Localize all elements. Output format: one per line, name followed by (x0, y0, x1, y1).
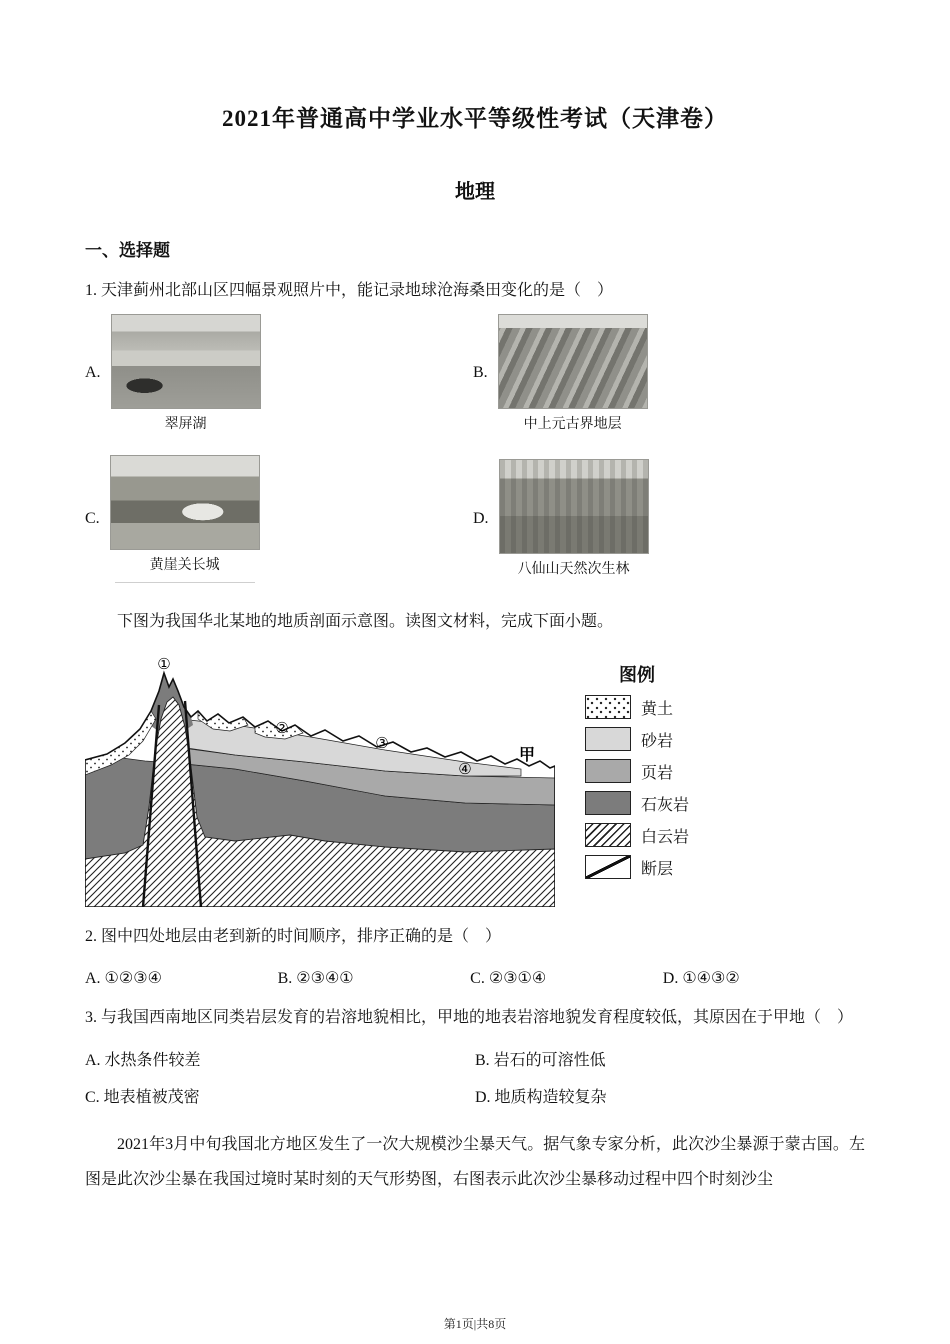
option-b-figure (498, 314, 648, 433)
exam-subject: 地理 (455, 181, 495, 203)
option-a-cell (85, 314, 473, 433)
shale-swatch (585, 759, 631, 783)
caption-divider (115, 582, 255, 583)
stratum-mark-1: ① (157, 657, 171, 674)
option-d-cell (473, 455, 861, 583)
strata-layers (85, 657, 555, 907)
material-intro-sandstorm: 2021年3月中旬我国北方地区发生了一次大规模沙尘暴天气。据气象专家分析，此次沙尘暴源于蒙古国。左图是此次沙尘暴在我国过境时某时刻的天气形势图，右图表示此次沙尘暴移动过程中四个时刻沙尘 (85, 1135, 865, 1188)
q2-option-b: B. ②③④① (277, 969, 354, 987)
stratum-mark-3: ③ (375, 734, 389, 753)
option-d-figure (499, 459, 649, 578)
diagram-legend (585, 661, 689, 887)
material-intro-geology: 下图为我国华北某地的地质剖面示意图。读图文材料，完成下面小题。 (117, 612, 614, 630)
question-3-text: 3. 与我国西南地区同类岩层发育的岩溶地貌相比，甲地的地表岩溶地貌发育程度较低，其原因在于甲地（ ） (85, 1008, 854, 1026)
question-2-options (85, 968, 865, 988)
legend-row-fault (585, 855, 689, 879)
stratum-mark-4: ④ (458, 760, 472, 779)
legend-label-fault: 断层 (641, 860, 674, 878)
loess-swatch (585, 695, 631, 719)
question-3-options (85, 1047, 865, 1107)
geologic-cross-section (85, 657, 555, 907)
q3-option-c: C. 地表植被茂密 (85, 1088, 200, 1106)
legend-row-shale (585, 759, 689, 783)
option-a-figure (111, 314, 261, 433)
photo-caption-baxianshan-forest: 八仙山天然次生林 (517, 562, 630, 578)
page-footer: 第1页|共8页 (443, 1317, 507, 1331)
stratum-mark-2: ② (275, 719, 289, 738)
q2-option-d: D. ①④③② (662, 969, 740, 987)
question-2-text: 2. 图中四处地层由老到新的时间顺序，排序正确的是（ ） (85, 928, 502, 946)
option-c-letter: C. (85, 509, 100, 527)
legend-row-limestone (585, 791, 689, 815)
photo-cuiping-lake (111, 314, 261, 409)
photo-huangyaguan-great-wall (110, 455, 260, 550)
q3-option-a: A. 水热条件较差 (85, 1051, 201, 1069)
legend-title: 图例 (619, 665, 655, 686)
photo-caption-proterozoic-strata: 中上元古界地层 (523, 416, 622, 432)
limestone-swatch (585, 791, 631, 815)
q3-option-b: B. 岩石的可溶性低 (475, 1051, 606, 1069)
q3-option-d: D. 地质构造较复杂 (475, 1088, 607, 1106)
section-heading-choice: 一、选择题 (85, 241, 170, 260)
option-c-cell (85, 455, 473, 583)
legend-label-sandstone: 砂岩 (641, 732, 674, 750)
q2-option-a: A. ①②③④ (85, 969, 162, 987)
sandstone-swatch (585, 727, 631, 751)
legend-label-limestone: 石灰岩 (641, 796, 690, 814)
legend-row-dolomite (585, 823, 689, 847)
photo-caption-cuiping-lake: 翠屏湖 (164, 416, 207, 432)
question-1-photo-grid (85, 314, 865, 583)
legend-label-loess: 黄土 (641, 700, 674, 718)
option-b-cell (473, 314, 861, 433)
photo-caption-huangyaguan-great-wall: 黄崖关长城 (149, 557, 220, 573)
photo-row-2 (85, 455, 865, 583)
legend-row-sandstone (585, 727, 689, 751)
legend-label-dolomite: 白云岩 (641, 828, 690, 846)
exam-title: 2021年普通高中学业水平等级性考试（天津卷） (222, 106, 728, 131)
option-b-letter: B. (473, 364, 488, 382)
site-jia-label: 甲 (518, 747, 536, 765)
legend-label-shale: 页岩 (641, 764, 674, 782)
photo-proterozoic-strata (498, 314, 648, 409)
question-1-text: 1. 天津蓟州北部山区四幅景观照片中，能记录地球沧海桑田变化的是（ ） (85, 282, 614, 299)
photo-baxianshan-forest (499, 459, 649, 554)
geology-diagram-block (85, 657, 865, 907)
option-c-figure (110, 455, 260, 583)
option-d-letter: D. (473, 509, 489, 527)
photo-row-1 (85, 314, 865, 433)
legend-row-loess (585, 695, 689, 719)
dolomite-swatch (585, 823, 631, 847)
q2-option-c: C. ②③①④ (470, 969, 547, 987)
option-a-letter: A. (85, 364, 101, 382)
fault-swatch (585, 855, 631, 879)
